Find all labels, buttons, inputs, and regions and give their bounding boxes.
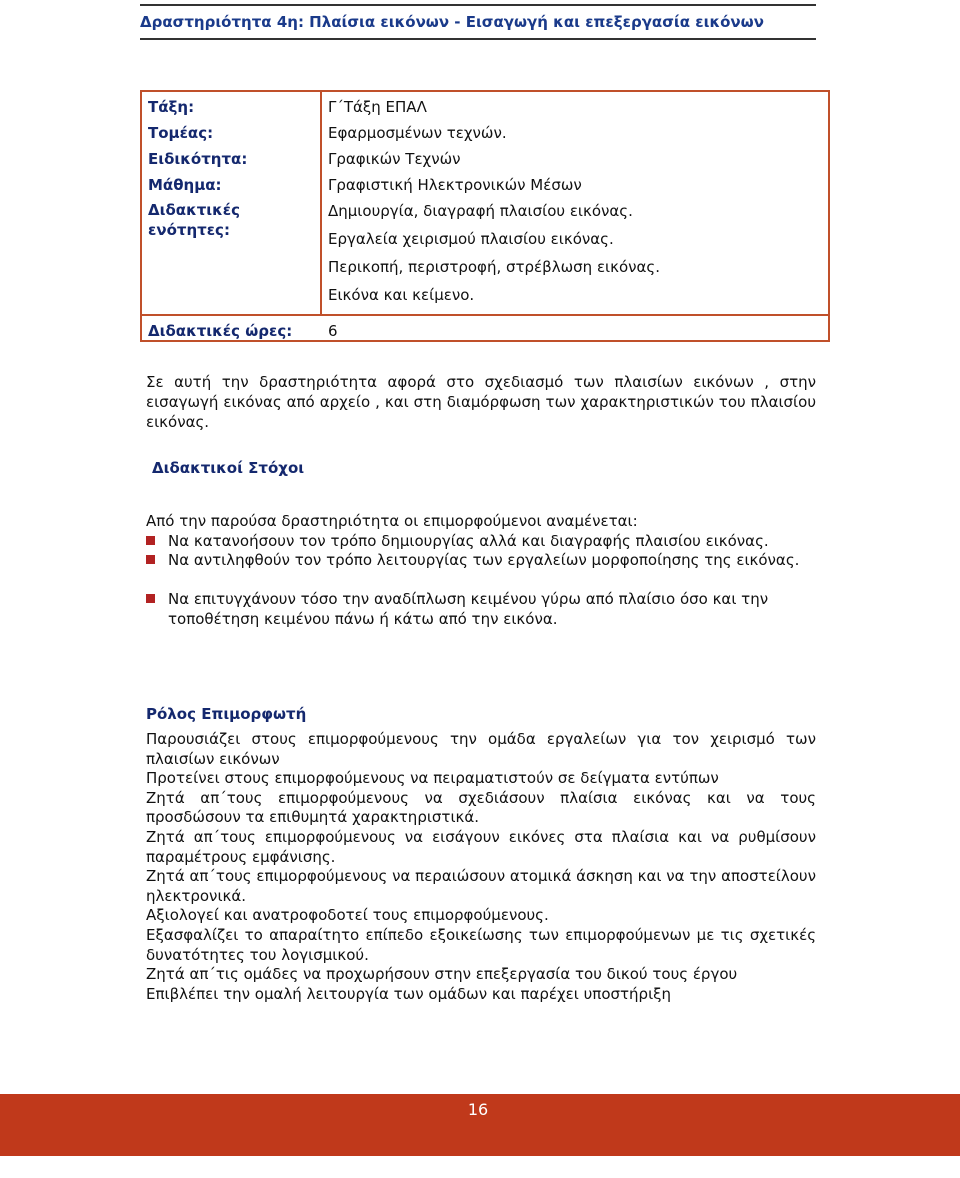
unit-item: Εικόνα και κείμενο. — [328, 286, 475, 304]
role-line: Παρουσιάζει στους επιμορφούμενους την ομάδα εργαλείων για τον χειρισμό των πλαισίων εικόνων — [146, 730, 816, 768]
hours-value: 6 — [328, 322, 338, 340]
class-value: Γ΄Τάξη ΕΠΑΛ — [328, 98, 427, 116]
units-label — [148, 200, 240, 240]
role-line: Ζητά απ΄τους επιμορφούμενους να σχεδιάσουν πλαίσια εικόνας και να τους προσδώσουν τα επιθυμητά χαρακτηριστικά. — [146, 788, 816, 827]
objectives-heading: Διδακτικοί Στόχοι — [152, 459, 305, 477]
course-info-table — [140, 90, 830, 342]
table-divider-vertical — [320, 92, 322, 314]
objective-item — [146, 550, 816, 570]
sector-label: Τομέας: — [148, 124, 214, 142]
objective-text: Να αντιληφθούν τον τρόπο λειτουργίας των εργαλείων μορφοποίησης της εικόνας. — [168, 551, 800, 569]
table-divider-horizontal — [142, 314, 828, 316]
role-line: Εξασφαλίζει το απαραίτητο επίπεδο εξοικείωσης των επιμορφούμενων με τις σχετικές δυνατότητες του λογισμικού. — [146, 925, 816, 964]
sector-value: Εφαρμοσμένων τεχνών. — [328, 124, 507, 142]
page-number: 16 — [467, 1100, 489, 1119]
role-line: Ζητά απ΄τις ομάδες να προχωρήσουν στην επεξεργασία του δικού τους έργου — [146, 965, 738, 984]
role-list — [146, 730, 816, 1004]
unit-item: Περικοπή, περιστροφή, στρέβλωση εικόνας. — [328, 258, 660, 276]
class-label: Τάξη: — [148, 98, 195, 116]
role-line: Ζητά απ΄τους επιμορφούμενους να εισάγουν εικόνες στα πλαίσια και να ρυθμίσουν παραμέτρους εμφάνισης. — [146, 827, 816, 866]
role-line: Προτείνει στους επιμορφούμενους να πειραματιστούν σε δείγματα εντύπων — [146, 769, 719, 788]
objective-item — [146, 589, 816, 629]
objective-item — [146, 531, 816, 551]
role-line: Επιβλέπει την ομαλή λειτουργία των ομάδων και παρέχει υποστήριξη — [146, 984, 672, 1003]
bullet-square-icon — [146, 594, 155, 603]
specialty-label: Ειδικότητα: — [148, 150, 248, 168]
bullet-square-icon — [146, 536, 155, 545]
role-line: Ζητά απ΄τους επιμορφούμενους να περαιώσουν ατομικά άσκηση και να την αποστείλουν ηλεκτρονικά. — [146, 867, 816, 905]
page-footer — [0, 1094, 960, 1156]
page-header — [140, 4, 816, 40]
units-label-line-1: Διδακτικές — [148, 201, 241, 219]
unit-item: Εργαλεία χειρισμού πλαισίου εικόνας. — [328, 230, 614, 248]
role-heading: Ρόλος Επιμορφωτή — [146, 705, 307, 723]
specialty-value: Γραφικών Τεχνών — [328, 150, 461, 168]
bullet-square-icon — [146, 555, 155, 564]
activity-title: Δραστηριότητα 4η: Πλαίσια εικόνων - Εισαγωγή και επεξεργασία εικόνων — [140, 13, 764, 31]
objective-text: Να επιτυγχάνουν τόσο την αναδίπλωση κειμένου γύρω από πλαίσιο όσο και την τοποθέτηση κειμένου πάνω ή κάτω από την εικόνα. — [168, 590, 769, 628]
unit-item: Δημιουργία, διαγραφή πλαισίου εικόνας. — [328, 202, 633, 220]
objectives-lead: Από την παρούσα δραστηριότητα οι επιμορφούμενοι αναμένεται: — [146, 512, 638, 530]
hours-label: Διδακτικές ώρες: — [148, 322, 293, 340]
intro-paragraph: Σε αυτή την δραστηριότητα αφορά στο σχεδιασμό των πλαισίων εικόνων , στην εισαγωγή εικόνας από αρχείο , και στη διαμόρφωση των χαρακτηριστικών του πλαισίου εικόνας. — [146, 373, 816, 431]
objective-text: Να κατανοήσουν τον τρόπο δημιουργίας αλλά και διαγραφής πλαισίου εικόνας. — [168, 532, 769, 550]
course-label: Μάθημα: — [148, 176, 222, 194]
course-value: Γραφιστική Ηλεκτρονικών Μέσων — [328, 176, 582, 194]
role-line: Αξιολογεί και ανατροφοδοτεί τους επιμορφούμενους. — [146, 906, 549, 925]
units-label-line-2: ενότητες: — [148, 221, 230, 239]
